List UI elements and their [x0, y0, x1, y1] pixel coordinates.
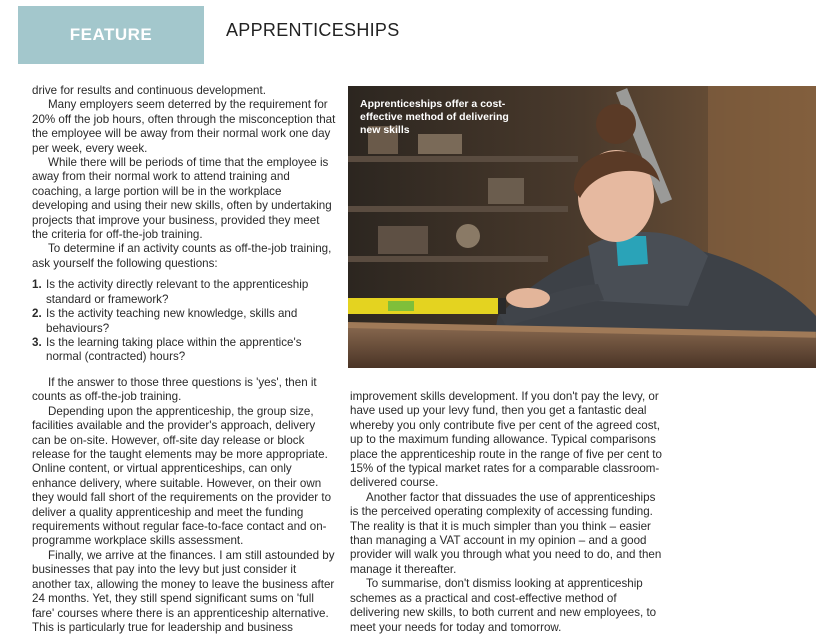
paragraph: To determine if an activity counts as off-the-job training, ask yourself the following questions:	[32, 242, 332, 270]
apprentice-photo	[348, 86, 816, 368]
section-title: APPRENTICESHIPS	[226, 20, 400, 40]
feature-banner	[18, 6, 204, 64]
list-item	[32, 336, 336, 365]
list-item	[32, 278, 336, 307]
paragraph: Many employers seem deterred by the requirement for 20% off the job hours, often through the misconception that the employee will be away from their normal work one day per week, every week.	[32, 98, 336, 155]
photo-caption: Apprenticeships offer a cost-effective method of delivering new skills	[360, 98, 509, 136]
paragraph: If the answer to those three questions is 'yes', then it counts as off-the-job training.	[32, 376, 317, 404]
list-text: Is the activity directly relevant to the apprenticeship standard or framework?	[46, 278, 309, 306]
list-text: Is the activity teaching new knowledge, skills and behaviours?	[46, 307, 298, 335]
list-number: 3.	[32, 335, 42, 349]
paragraph: Depending upon the apprenticeship, the group size, facilities available and the provider's approach, delivery can be on-site. However, off-site day release or block release for the taught elements may be more appropriate. Online content, or virtual apprenticeships, can only enhance delivery, where suitable. However, on their own they would fall short of the requirements on the provider to deliver a quality apprenticeship and meet the funding requirements without regular face-to-face contact and on-programme workplace skills assessment.	[32, 404, 332, 548]
paragraph: improvement skills development. If you don't pay the levy, or have used up your levy fund, then you get a fantastic deal whereby you only contribute five per cent of the agreed cost, up to the maximum funding allowance. Typical comparisons place the apprenticeship route in the range of five per cent to 15% of the typical market rates for a comparable classroom-delivered course.	[350, 390, 662, 490]
paragraph: Finally, we arrive at the finances. I am still astounded by businesses that pay into the levy but just consider it another tax, allowing the money to leave the business after 24 months. Yet, they still spend significant sums on 'full fare' courses where there is an apprenticeship alternative. This is particularly true for leadership and business	[32, 548, 335, 634]
list-number: 2.	[32, 307, 42, 321]
paragraph: drive for results and continuous development.	[32, 84, 266, 97]
article-left-column-bottom	[32, 376, 336, 635]
paragraph: To summarise, don't dismiss looking at apprenticeship schemes as a practical and cost-effective method of delivering new skills, to both current and new employees, to meet your needs for today and tomorrow.	[350, 577, 657, 634]
question-list	[32, 278, 336, 364]
paragraph: While there will be periods of time that the employee is away from their normal work to attend training and coaching, a large portion will be in the workplace developing and using their new skills, often by undertaking projects that improve your business, provided they meet the criteria for off-the-job training.	[32, 156, 332, 242]
paragraph: Another factor that dissuades the use of apprenticeships is the perceived operating complexity of accessing funding. The reality is that it is much simpler than you think – easier than managing a VAT account in my opinion – and a good provider will walk you through what you need to do, and then manage it thereafter.	[350, 490, 662, 576]
article-right-column	[350, 390, 662, 635]
list-text: Is the learning taking place within the apprentice's normal (contracted) hours?	[46, 335, 302, 364]
feature-label: FEATURE	[69, 25, 153, 44]
article-left-column-top	[32, 84, 336, 365]
list-item	[32, 307, 336, 336]
list-number: 1.	[32, 278, 42, 292]
